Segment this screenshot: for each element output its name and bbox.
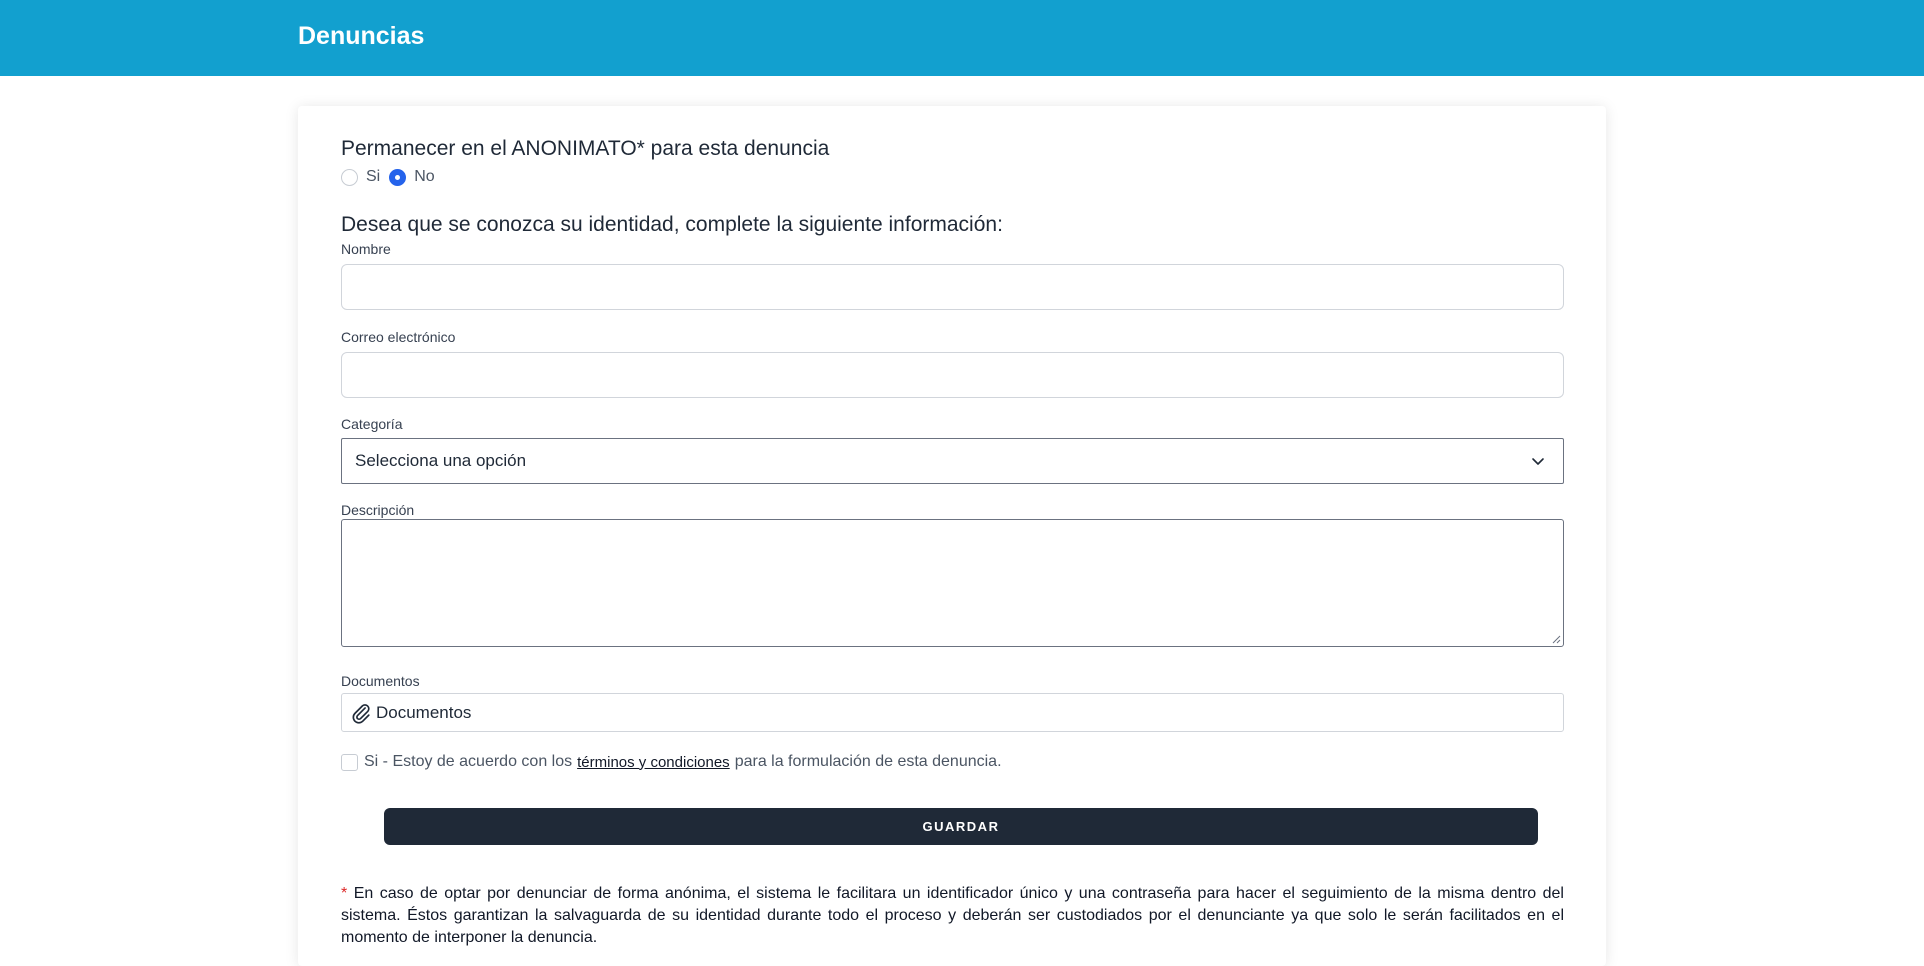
terms-link[interactable]: términos y condiciones <box>577 753 730 771</box>
chevron-down-icon <box>1529 452 1547 470</box>
documentos-file-input[interactable] <box>341 693 1564 732</box>
radio-si[interactable] <box>341 169 358 186</box>
top-header-bar <box>0 0 1924 76</box>
correo-label: Correo electrónico <box>341 329 456 345</box>
categoria-select[interactable] <box>341 438 1564 484</box>
radio-no-label[interactable]: No <box>414 168 435 185</box>
descripcion-label: Descripción <box>341 502 415 518</box>
resize-grip-icon[interactable] <box>1551 634 1561 644</box>
radio-si-label[interactable]: Si <box>366 168 381 185</box>
descripcion-textarea[interactable] <box>341 519 1564 647</box>
documentos-label: Documentos <box>341 673 420 689</box>
footnote-text: En caso de optar por denunciar de forma anónima, el sistema le facilitara un identificador único y una contraseña para hacer el seguimiento de la misma dentro del sistema. Éstos garantizan la salvaguarda de su identidad durante todo el proceso y deberán ser custodiados por el denunciante ya que solo le serán facilitados en el momento de interponer la denuncia. <box>341 885 1564 946</box>
nombre-label: Nombre <box>341 241 391 257</box>
page-title: Denuncias <box>298 22 425 50</box>
terms-checkbox[interactable] <box>341 754 358 771</box>
radio-no[interactable] <box>389 169 406 186</box>
terms-row <box>341 751 1002 773</box>
terms-prefix: Si - Estoy de acuerdo con los <box>364 753 573 770</box>
correo-input[interactable] <box>341 352 1564 398</box>
paperclip-icon <box>350 702 372 724</box>
categoria-label: Categoría <box>341 416 403 432</box>
categoria-selected-value: Selecciona una opción <box>355 451 527 470</box>
required-marker: * <box>341 885 348 902</box>
terms-suffix: para la formulación de esta denuncia. <box>734 753 1002 770</box>
anonymity-heading: Permanecer en el ANONIMATO* para esta denuncia <box>341 137 830 160</box>
anonymity-radio-group <box>341 166 444 188</box>
documentos-button-text: Documentos <box>376 702 472 722</box>
save-button[interactable]: GUARDAR <box>384 808 1538 845</box>
identity-heading: Desea que se conozca su identidad, complete la siguiente información: <box>341 213 1003 236</box>
anonymity-footnote <box>341 883 1564 949</box>
nombre-input[interactable] <box>341 264 1564 310</box>
